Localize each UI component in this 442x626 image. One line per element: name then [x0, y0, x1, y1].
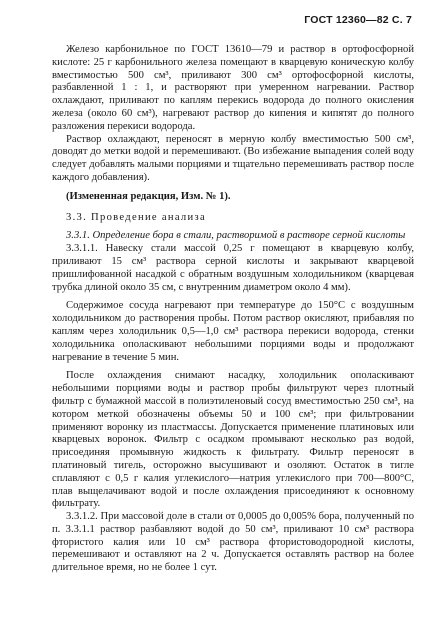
page-header: ГОСТ 12360—82 С. 7	[304, 14, 412, 26]
document-body	[52, 44, 414, 575]
paragraph: 3.3.1.1. Навеску стали массой 0,25 г помещают в кварцевую колбу, приливают 15 см³ раствора серной кислоты и закрывают кварцевой пришлифованной насадкой с обратным воздушным холодильником (кварцевая трубка длиной около 35 см, с внутренним диаметром около 4 мм).	[52, 243, 414, 293]
paragraph: После охлаждения снимают насадку, холодильник ополаскивают небольшими порциями воды и раствор пробы фильтруют через плотный фильтр с бумажной массой в полиэтиленовый сосуд вместимостью 250 см³, на котором меткой обозначены объемы 50 и 100 см³; при фильтровании применяют воронку из пластмассы. Допускается применение платиновых или кварцевых воронок. Фильтр с осадком промывают несколько раз водой, присоединяя промывную жидкость к фильтрату. Фильтр переносят в платиновый тигель, осторожно высушивают и озоляют. Остаток в тигле сплавляют с 0,5 г калия углекислого—натрия углекислого при 700—800°С, плав выщелачивают водой и после охлаждения присоединяют к основному фильтрату.	[52, 370, 414, 510]
amendment-note: (Измененная редакция, Изм. № 1).	[66, 190, 231, 202]
paragraph: Железо карбонильное по ГОСТ 13610—79 и раствор в ортофосфорной кислоте: 25 г карбонильного железа помещают в кварцевую коническую колбу вместимостью 500 см³, приливают 300 см³ ортофосфорной кислоты, разбавленной 1 : 1, и растворяют при умеренном нагревании. Раствор охлаждают, приливают по каплям перекись водорода до полного окисления железа (около 60 см³), нагревают раствор до кипения и кипятят до полного разложения перекиси водорода.	[52, 44, 414, 132]
section-heading: 3.3. Проведение анализа	[66, 211, 206, 223]
paragraph: Содержимое сосуда нагревают при температуре до 150°С с воздушным холодильником до растворения пробы. Потом раствор окисляют, прибавляя по каплям через холодильник 0,5—1,0 см³ раствора перекиси водорода, стенки холодильника ополаскивают небольшими порциями воды и продолжают нагревание в течение 5 мин.	[52, 300, 414, 363]
paragraph: 3.3.1.2. При массовой доле в стали от 0,0005 до 0,005% бора, полученный по п. 3.3.1.1 раствор разбавляют водой до 50 см³, приливают 10 см³ раствора фтористого калия или 10 см³ раствора фтористоводородной кислоты, перемешивают и оставляют на 2 ч. Допускается оставлять раствор на более длительное время, но не более 1 сут.	[52, 511, 414, 574]
paragraph: Раствор охлаждают, переносят в мерную колбу вместимостью 500 см³, доводят до метки водой и перемешивают. (Во избежание выпадения солей воду следует добавлять малыми порциями и тщательно перемешивать раствор после каждого добавления).	[52, 133, 414, 183]
subsection-heading: 3.3.1. Определение бора в стали, растворимой в растворе серной кислоты	[66, 230, 406, 242]
